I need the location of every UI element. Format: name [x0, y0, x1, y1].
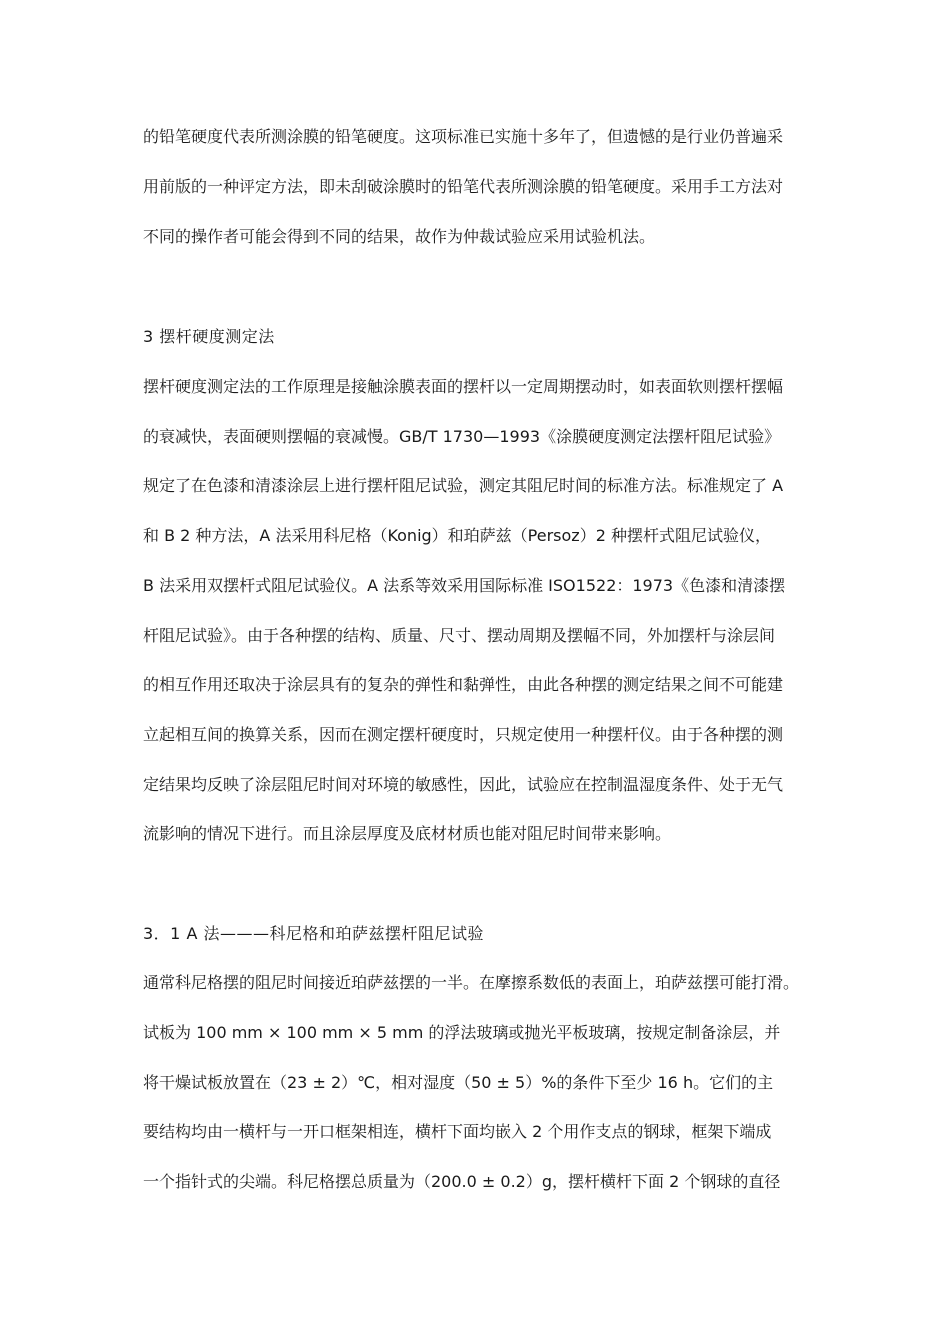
paragraph-line: 杆阻尼试验》。由于各种摆的结构、质量、尺寸、摆动周期及摆幅不同，外加摆杆与涂层间 — [143, 626, 776, 645]
paragraph-line: 规定了在色漆和清漆涂层上进行摆杆阻尼试验，测定其阻尼时间的标准方法。标准规定了 A — [143, 476, 784, 495]
paragraph-line: 试板为 100 mm × 100 mm × 5 mm 的浮法玻璃或抛光平板玻璃，按规定制备涂层，并 — [143, 1023, 781, 1042]
paragraph-line: 摆杆硬度测定法的工作原理是接触涂膜表面的摆杆以一定周期摆动时，如表面软则摆杆摆幅 — [143, 377, 784, 396]
paragraph-line: 通常科尼格摆的阻尼时间接近珀萨兹摆的一半。在摩擦系数低的表面上，珀萨兹摆可能打滑。 — [143, 973, 800, 992]
paragraph-line: B 法采用双摆杆式阻尼试验仪。A 法系等效采用国际标准 ISO1522：1973《色漆和清漆摆 — [143, 576, 786, 595]
paragraph-line: 的铅笔硬度代表所测涂膜的铅笔硬度。这项标准已实施十多年了，但遗憾的是行业仍普遍采 — [143, 127, 784, 146]
paragraph-line: 立起相互间的换算关系，因而在测定摆杆硬度时，只规定使用一种摆杆仪。由于各种摆的测 — [143, 725, 784, 744]
paragraph-line: 用前版的一种评定方法，即未刮破涂膜时的铅笔代表所测涂膜的铅笔硬度。采用手工方法对 — [143, 177, 784, 196]
paragraph-line: 和 B 2 种方法，A 法采用科尼格（Konig）和珀萨兹（Persoz）2 种摆杆式阻尼试验仪， — [143, 526, 771, 545]
paragraph-line: 一个指针式的尖端。科尼格摆总质量为（200.0 ± 0.2）g，摆杆横杆下面 2 个钢球的直径 — [143, 1172, 781, 1191]
paragraph-line: 将干燥试板放置在（23 ± 2）℃，相对湿度（50 ± 5）%的条件下至少 16 h。它们的主 — [143, 1073, 774, 1092]
section-heading: 3 摆杆硬度测定法 — [143, 327, 275, 346]
paragraph-line: 的相互作用还取决于涂层具有的复杂的弹性和黏弹性，由此各种摆的测定结果之间不可能建 — [143, 675, 784, 694]
paragraph-line: 不同的操作者可能会得到不同的结果，故作为仲裁试验应采用试验机法。 — [143, 227, 656, 246]
paragraph-line: 的衰减快，表面硬则摆幅的衰减慢。GB/T 1730—1993《涂膜硬度测定法摆杆阻尼试验》 — [143, 427, 781, 446]
subsection-heading: 3．1 A 法———科尼格和珀萨兹摆杆阻尼试验 — [143, 924, 484, 943]
paragraph-line: 定结果均反映了涂层阻尼时间对环境的敏感性，因此，试验应在控制温湿度条件、处于无气 — [143, 775, 784, 794]
paragraph-line: 要结构均由一横杆与一开口框架相连，横杆下面均嵌入 2 个用作支点的钢球，框架下端成 — [143, 1122, 772, 1141]
paragraph-line: 流影响的情况下进行。而且涂层厚度及底材材质也能对阻尼时间带来影响。 — [143, 824, 672, 843]
